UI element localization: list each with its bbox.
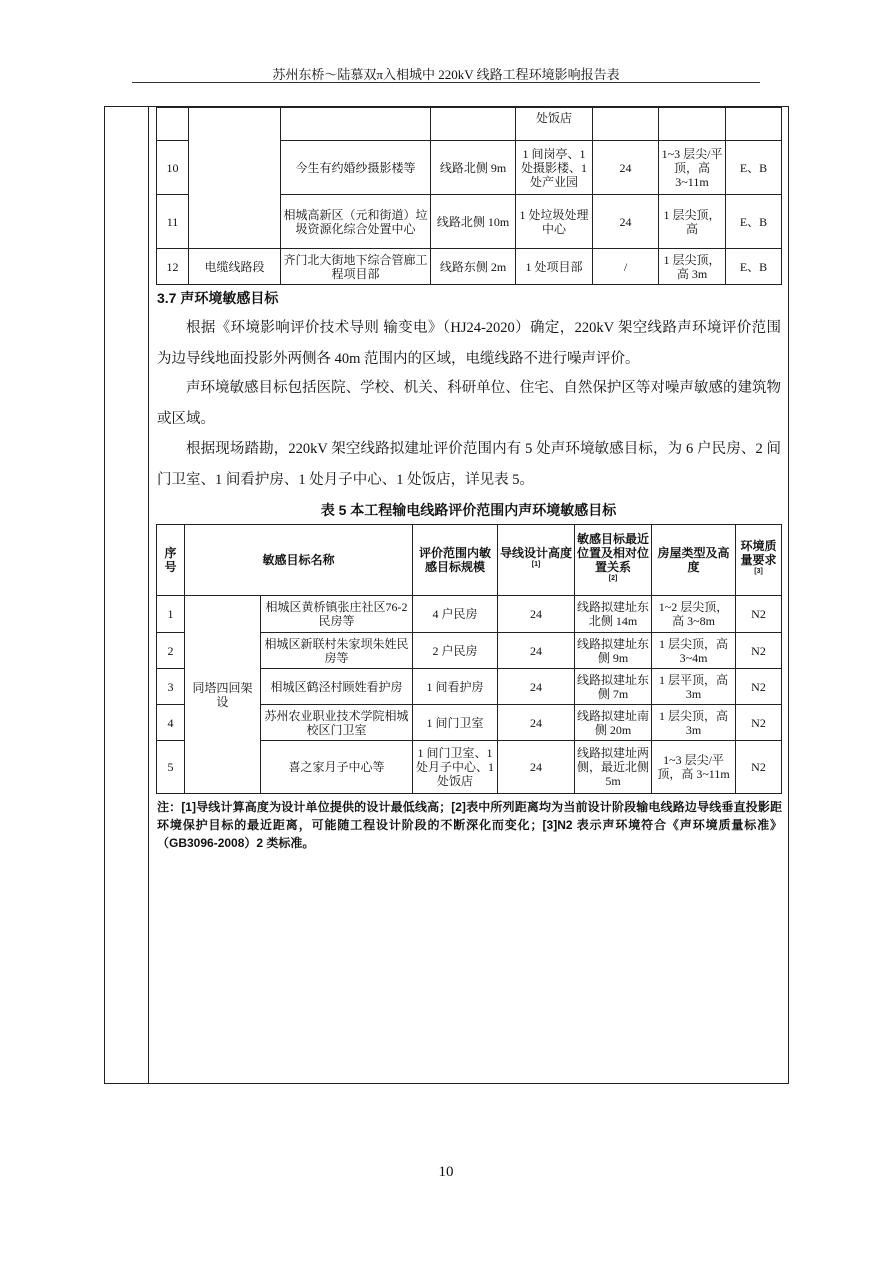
cell-name: 齐门北大街地下综合管廊工程项目部 bbox=[281, 249, 431, 285]
cell-group: 同塔四回架设 bbox=[185, 596, 261, 794]
header-rule bbox=[132, 82, 760, 83]
cell-scale: 2 户民房 bbox=[413, 633, 498, 669]
paragraph: 根据《环境影响评价技术导则 输变电》（HJ24-2020）确定，220kV 架空线路声环境评价范围为边导线地面投影外两侧各 40m 范围内的区域，电缆线路不进行噪声评价。 bbox=[157, 320, 781, 367]
paragraph: 根据现场踏勘，220kV 架空线路拟建址评价范围内有 5 处声环境敏感目标，为 6 户民房、2 间门卫室、1 间看护房、1 处月子中心、1 处饭店，详见表 5。 bbox=[157, 441, 781, 488]
cell-height bbox=[593, 108, 659, 141]
cell-no: 3 bbox=[157, 669, 185, 705]
cell-req: N2 bbox=[736, 741, 782, 794]
cell-height: 24 bbox=[498, 596, 575, 633]
cell-type: 1 层尖顶，高 bbox=[659, 195, 726, 249]
cell-type: 1~2 层尖顶，高 3~8m bbox=[652, 596, 736, 633]
footnote-ref: [3] bbox=[754, 568, 763, 575]
frame-inner-rule bbox=[148, 106, 149, 1084]
cell-type: 1 层尖顶，高 3~4m bbox=[652, 633, 736, 669]
cell-no bbox=[157, 108, 189, 141]
header-height-label: 导线设计高度 bbox=[500, 546, 573, 560]
cell-scale: 1 间看护房 bbox=[413, 669, 498, 705]
cell-scale: 1 处垃圾处理中心 bbox=[516, 195, 593, 249]
cell-name: 相城高新区（元和街道）垃圾资源化综合处置中心 bbox=[281, 195, 431, 249]
section-title: 3.7 声环境敏感目标 bbox=[157, 290, 279, 306]
cell-type bbox=[659, 108, 726, 141]
cell-position: 线路拟建址东侧 7m bbox=[575, 669, 652, 705]
cell-position bbox=[431, 108, 516, 141]
cell-no: 5 bbox=[157, 741, 185, 794]
cell-position: 线路拟建址南侧 20m bbox=[575, 705, 652, 741]
cell-type: 1~3 层尖/平顶，高 3~11m bbox=[652, 741, 736, 794]
cell-height: 24 bbox=[593, 141, 659, 195]
cell-no: 4 bbox=[157, 705, 185, 741]
cell-name bbox=[281, 108, 431, 141]
cell-no: 10 bbox=[157, 141, 189, 195]
cell-req: E、B bbox=[726, 141, 782, 195]
cell-scale: 1 处项目部 bbox=[516, 249, 593, 285]
cell-segment: 电缆线路段 bbox=[189, 249, 281, 285]
cell-req bbox=[726, 108, 782, 141]
header-name: 敏感目标名称 bbox=[185, 525, 413, 596]
cell-type: 1 层尖顶，高 3m bbox=[652, 705, 736, 741]
cell-height: 24 bbox=[498, 741, 575, 794]
cell-type: 1 层尖顶，高 3m bbox=[659, 249, 726, 285]
header-type: 房屋类型及高度 bbox=[652, 525, 736, 596]
cell-type: 1 层平顶，高 3m bbox=[652, 669, 736, 705]
cell-type: 1~3 层尖/平顶，高 3~11m bbox=[659, 141, 726, 195]
cell-name: 苏州农业职业技术学院相城校区门卫室 bbox=[261, 705, 413, 741]
cell-position: 线路东侧 2m bbox=[431, 249, 516, 285]
header-no: 序号 bbox=[157, 525, 185, 596]
cell-segment bbox=[189, 108, 281, 249]
table-row bbox=[157, 249, 782, 285]
cell-name: 相城区新联村朱家坝朱姓民房等 bbox=[261, 633, 413, 669]
cell-position: 线路北侧 10m bbox=[431, 195, 516, 249]
cell-position: 线路拟建址东侧 9m bbox=[575, 633, 652, 669]
cell-name: 相城区鹤泾村顾姓看护房 bbox=[261, 669, 413, 705]
cell-scale: 1 间岗亭、1 处摄影楼、1 处产业园 bbox=[516, 141, 593, 195]
header-req bbox=[736, 525, 782, 596]
cell-no: 12 bbox=[157, 249, 189, 285]
cell-no: 1 bbox=[157, 596, 185, 633]
footnote-ref: [1] bbox=[531, 561, 541, 568]
header-req-label: 环境质量要求 bbox=[740, 539, 777, 567]
cell-height: 24 bbox=[593, 195, 659, 249]
cell-scale: 4 户民房 bbox=[413, 596, 498, 633]
cell-height: 24 bbox=[498, 633, 575, 669]
cell-scale: 1 间门卫室 bbox=[413, 705, 498, 741]
page-header: 苏州东桥～陆慕双π入相城中 220kV 线路工程环境影响报告表 bbox=[272, 67, 620, 82]
cell-name: 相城区黄桥镇张庄社区76-2 民房等 bbox=[261, 596, 413, 633]
cell-position: 线路拟建址东北侧 14m bbox=[575, 596, 652, 633]
cell-scale: 1 间门卫室、1 处月子中心、1 处饭店 bbox=[413, 741, 498, 794]
table-row bbox=[157, 108, 782, 141]
header-height bbox=[498, 525, 575, 596]
table-header-row bbox=[157, 525, 782, 596]
footnote-ref: [2] bbox=[608, 575, 618, 582]
cell-name: 今生有约婚纱摄影楼等 bbox=[281, 141, 431, 195]
cell-height: / bbox=[593, 249, 659, 285]
cell-position: 线路拟建址两侧，最近北侧 5m bbox=[575, 741, 652, 794]
noise-sensitive-targets-table bbox=[156, 524, 782, 794]
cell-req: N2 bbox=[736, 596, 782, 633]
header-position-label: 敏感目标最近位置及相对位置关系 bbox=[577, 532, 650, 574]
cell-position: 线路北侧 9m bbox=[431, 141, 516, 195]
header-position bbox=[575, 525, 652, 596]
cell-height: 24 bbox=[498, 669, 575, 705]
paragraph: 声环境敏感目标包括医院、学校、机关、科研单位、住宅、自然保护区等对噪声敏感的建筑物或区域。 bbox=[157, 380, 781, 427]
cell-height: 24 bbox=[498, 705, 575, 741]
table-row bbox=[157, 596, 782, 633]
table-note: 注：[1]导线计算高度为设计单位提供的设计最低线高；[2]表中所列距离均为当前设计阶段输电线路边导线垂直投影距环境保护目标的最近距离，可能随工程设计阶段的不断深化而变化；[3]N2 表示声环境符合《声环境质量标准》（GB3096-2008）2 类标准。 bbox=[157, 800, 782, 850]
header-scale: 评价范围内敏感目标规模 bbox=[413, 525, 498, 596]
table-caption: 表 5 本工程输电线路评价范围内声环境敏感目标 bbox=[320, 502, 617, 518]
cell-scale: 处饭店 bbox=[516, 108, 593, 141]
cell-req: N2 bbox=[736, 705, 782, 741]
page-number: 10 bbox=[438, 1164, 454, 1180]
cell-no: 2 bbox=[157, 633, 185, 669]
cell-req: E、B bbox=[726, 195, 782, 249]
continued-table bbox=[156, 107, 782, 285]
cell-no: 11 bbox=[157, 195, 189, 249]
cell-name: 喜之家月子中心等 bbox=[261, 741, 413, 794]
cell-req: N2 bbox=[736, 669, 782, 705]
cell-req: E、B bbox=[726, 249, 782, 285]
cell-req: N2 bbox=[736, 633, 782, 669]
